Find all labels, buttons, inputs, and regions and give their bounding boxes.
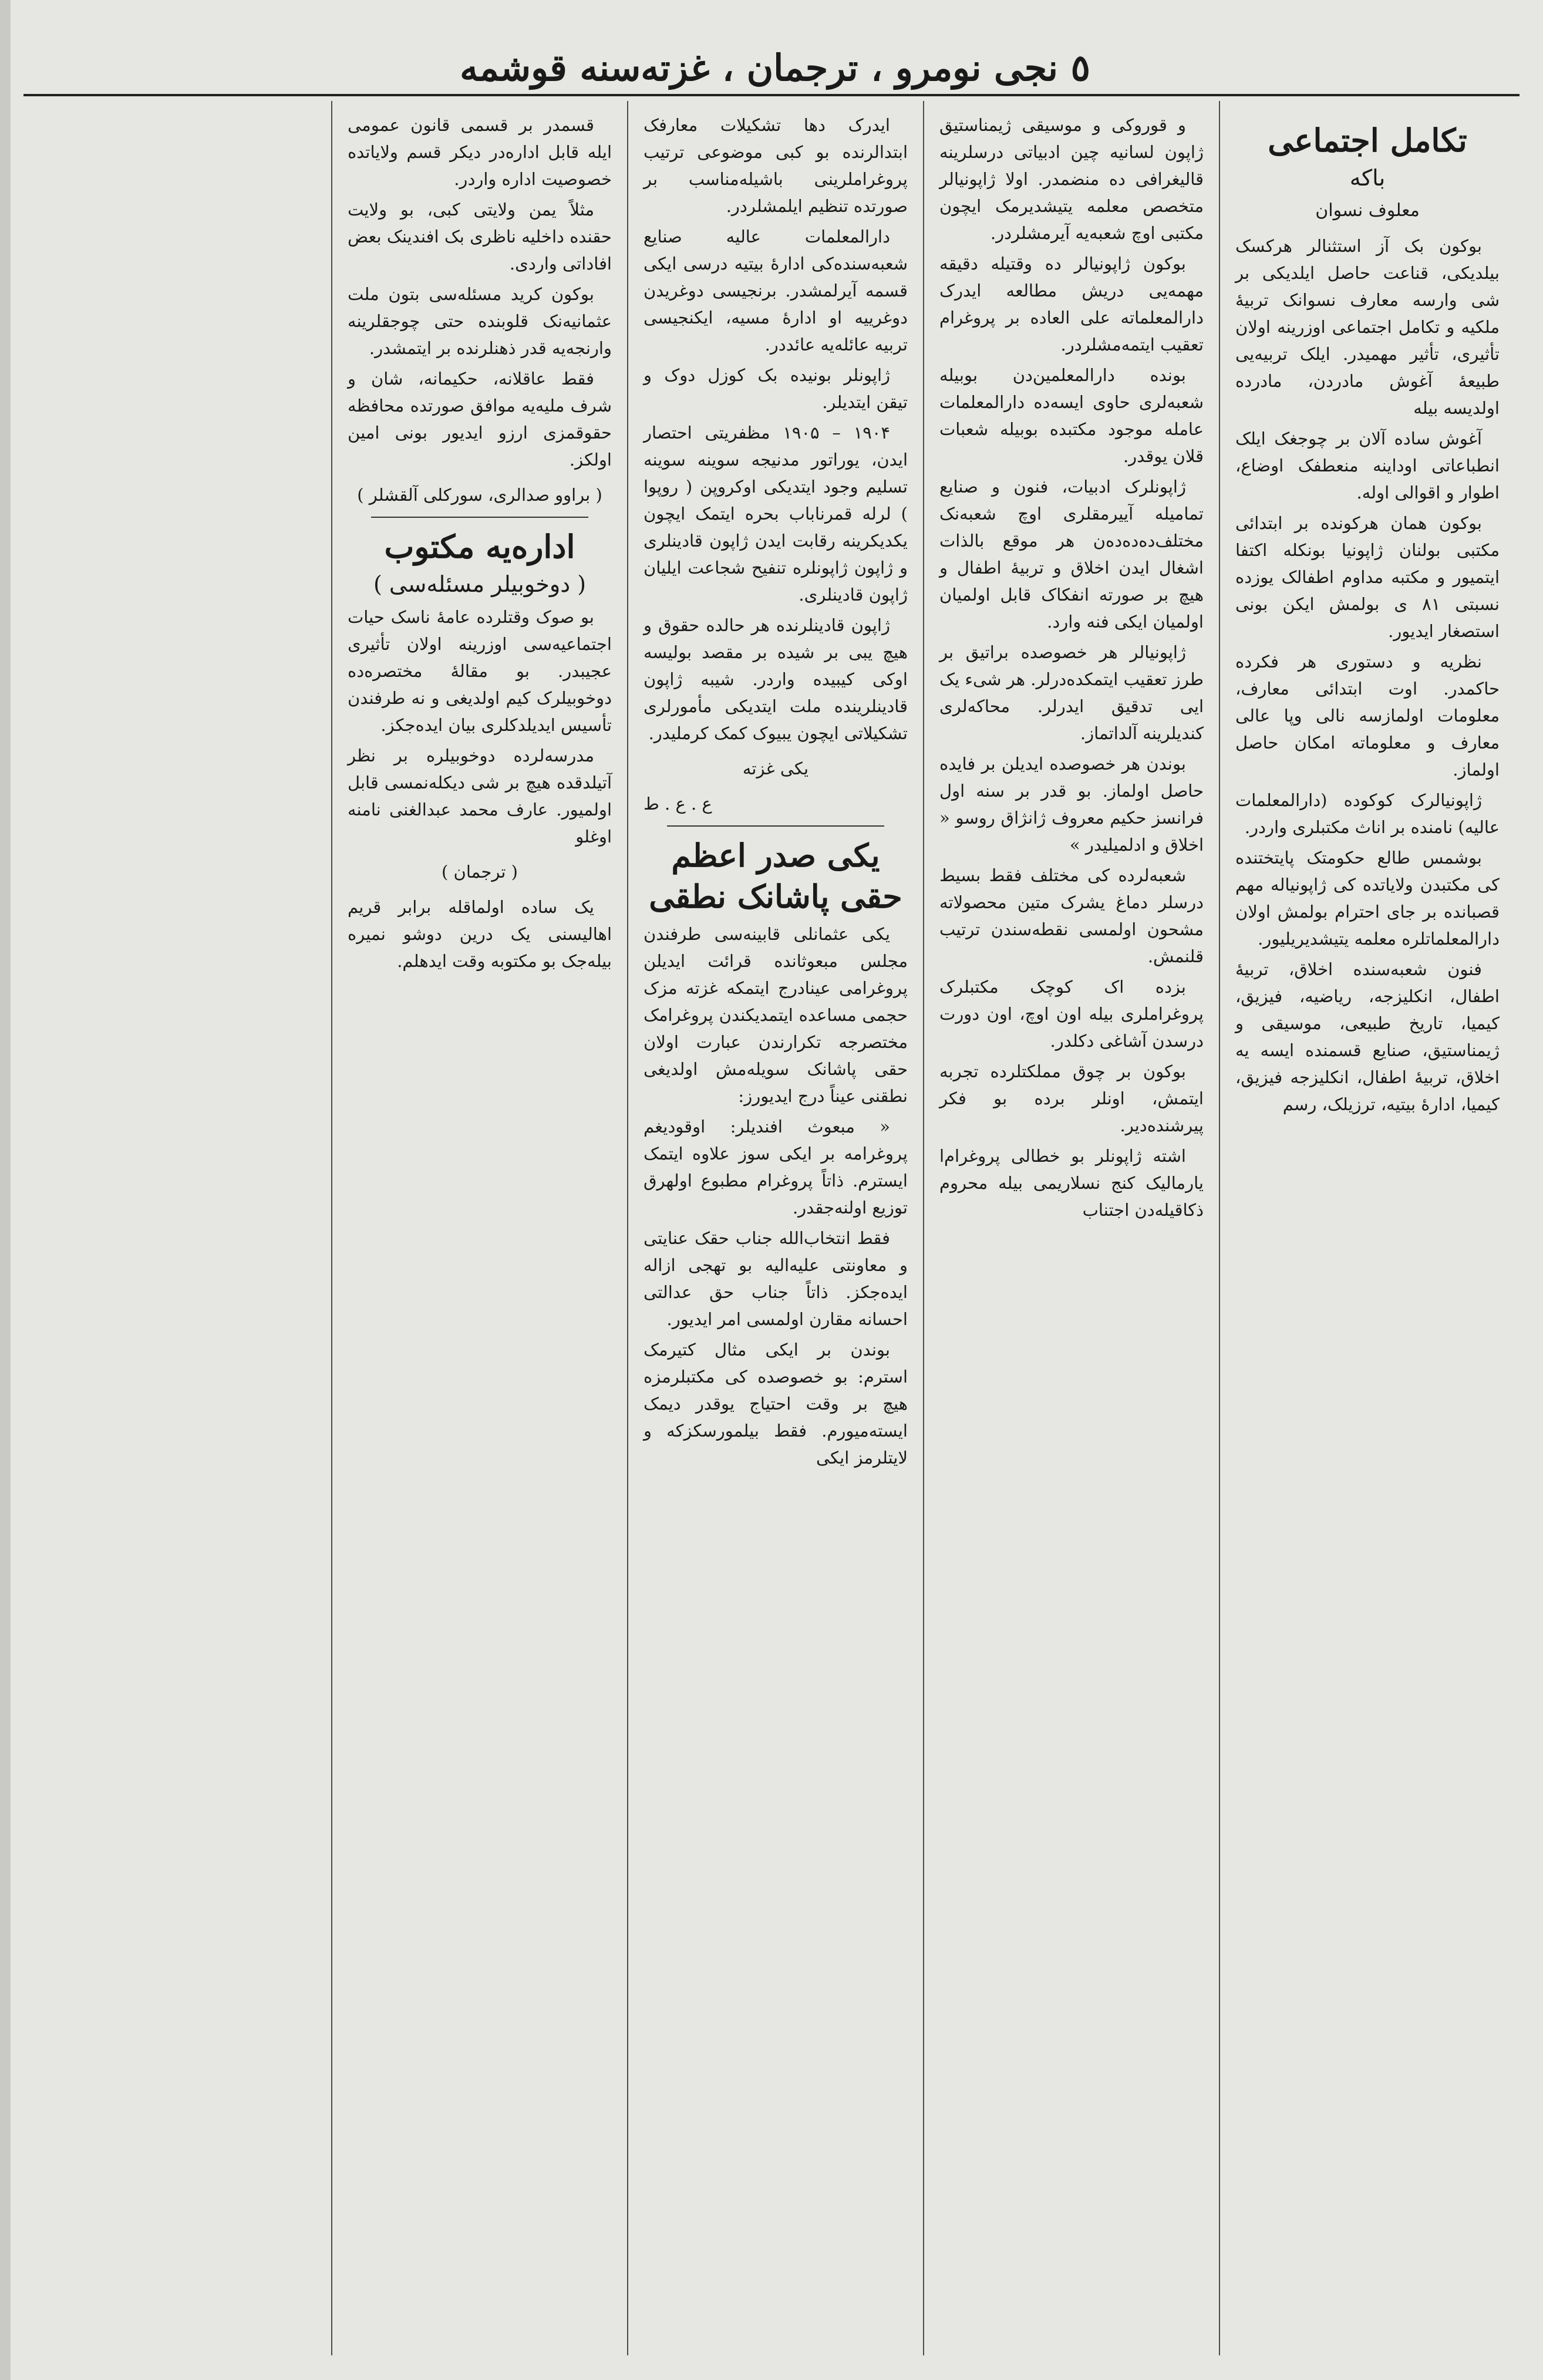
article-title-social-evolution: تکامل اجتماعی [1268, 122, 1467, 159]
paragraph: مدرسه‌لرده دوخوبیلره بر نظر آتیلدقده هیچ بر شی دیکله‌نمسی قابل اولمیور. عارف محمد عبدالغنی نامنه اوغلو [348, 746, 612, 847]
paragraph: بوندن هر خصوصده ایدیلن بر فایده حاصل اولماز. بو قدر بر سنه اول فرانسز حکیم معروف ژانژاق روسو « اخلاق و ادلمیلیدر » [939, 754, 1204, 855]
paragraph: و قوروکی و موسیقی ژیمناستیق ژاپون لسانیه چین ادبیاتی درسلرینه قالیغرافی ده منضمدر. اولا ژاپونیا‌لر متخصص معلمه یتیشدیرمک ایچون مکتبی اوچ شعبه‌یه آیرمشلردر. [939, 115, 1204, 243]
paragraph: قسمدر بر قسمی قانون عمومی ایله قابل اداره‌در دیکر قسم ولایاتده خصوصیت اداره واردر. [348, 115, 612, 189]
paragraph: مثلاً یمن ولایتی کبی، بو ولایت حقنده داخلیه ناظری بک افندینک بعض افاداتی واردی. [348, 200, 612, 274]
paragraph: بوشمس طالع حکومتک پایتختنده کی مکتبدن ولایاتده کی ژاپونیاله مهم قصبانده بر جای احترام بولمش اولان دارالمعلماتلره معلمه یتیشدیریلیور. [1235, 848, 1500, 949]
paragraph: بوکون کرید مسئله‌سی بتون ملت عثمانیه‌نک قلوبنده حتی چوجقلرینه وارنجه‌یه قدر ذهنلرنده بر ایتمشدر. [348, 284, 612, 358]
applause-note: ( براوو صدالری، سورکلی آلقشلر ) [357, 485, 602, 505]
paragraph: نظریه و دستوری هر فکرده حاکمدر. اوت ابتدائی معارف، معلومات اولمازسه نالی وپا عالی معارف و معلوماته امکان حاصل اولماز. [1235, 652, 1500, 780]
paragraph: بوکون بک آز استثنالر هرکسک بیلدیکی، قناعت حاصل ایلدیکی بر شی وارسه معارف نسوانک تربیهٔ ملکیه و تکامل اجتماعی اوزرینه اولان تأثیری، تأثیر مهمیدر. ایلک تربیه‌یی طبیعهٔ آغوش مادردن، مادرده اولدیسه بیله [1235, 236, 1500, 418]
article-title-letter-to-editor: اداره‌یه مکتوب [384, 528, 575, 565]
paragraph: بوندن بر ایکی مثال کتیرمک استرم: بو خصوصده کی مکتبلرمزه هیچ بر وقت احتیاج یوقدر دیمک ایسته‌میورم. فقط بیلمورسکزکه و لایتلرمز ایکی [644, 1340, 908, 1468]
article-subtitle: ( دوخوبیلر مسئله‌سی ) [373, 571, 587, 597]
paragraph: شعبه‌لرده کی مختلف فقط بسیط درسلر دماغ یشرک متین محصولاته مشحون اولمسی نقطه‌سندن ترتیب قلنمش. [939, 865, 1204, 966]
column-2 [923, 101, 1219, 2355]
article-subtitle: باکه [1349, 165, 1386, 191]
paragraph: بزده اک کوچک مکتبلرک پروغراملری بیله اون اوچ، اون دورت درسدن آشاغی دکلدر. [939, 977, 1204, 1051]
paragraph: ژاپونلرک ادبیات، فنون و صنایع تمامیله آییرمقلری اوچ شعبه‌نک مختلف‌ده‌ده‌ده‌ن هر موقع بالذات اشغال ایدن اخلاق و تربیهٔ اطفال و هیچ بر صورته انفکاک قابل اولمیان اولمیان ایکی فنه وارد. [939, 477, 1204, 632]
paragraph: ایدرک دها تشکیلات معارفک ابتدالرنده بو کبی موضوعی ترتیب پروغراملرینی باشیله‌مناسب بر صورتده تنظیم ایلمشلردر. [644, 115, 908, 216]
source-credit: یکی غزته [742, 759, 809, 778]
paragraph: آغوش ساده آلان بر چوجغک ایلک انطباعاتی اوداینه منعطفک اوضاع، اطوار و اقوالی اوله. [1235, 429, 1500, 503]
article-title-grand-vizier-speech: یکی صدر اعظم حقی پاشانک نطقی [649, 837, 902, 915]
paragraph: بوکون ژاپونیا‌لر ده وقتیله دقیقه مهمه‌یی دریش مطالعه ایدرک دارالمعلماته علی العاده بر پروغرام تعقیب ایتمه‌مشلردر. [939, 254, 1204, 355]
paragraph: اشته ژاپونلر بو خطالی پروغرام‌ا یارمالیک کنج نسلاریمی بیله محروم ذکاقیله‌دن اجتناب [939, 1146, 1204, 1220]
paragraph: ژاپونیا‌لرک کوکوده (دارالمعلمات عالیه) نامنده بر اناث مکتبلری واردر. [1235, 790, 1500, 837]
paragraph: بونده دارالمعلمین‌دن بوبیله شعبه‌لری حاوی ایسه‌ده دارالمعلمات عامله موجود مکتبده بوبیله شعبات قلان یوقدر. [939, 365, 1204, 466]
paragraph: بوکون بر چوق مملکتلرده تجربه ایتمش، اونلر برده بو فکر پیرشنده‌دیر. [939, 1061, 1204, 1135]
paragraph: دارالمعلمات عالیه صنایع شعبه‌سنده‌کی ادارهٔ بیتیه درسی ایکی قسمه آیرلمشدر. برنجیسی دوغریدن دوغرییه او ادارهٔ مسیه، ایکنجیسی تربیه عائله‌یه عائددر. [644, 227, 908, 355]
masthead [23, 35, 1527, 100]
columns [35, 101, 1515, 2355]
section-divider [667, 825, 884, 827]
masthead-rule [23, 94, 1520, 96]
paragraph: بوکون همان هرکونده بر ابتدائی مکتبی بولنان ژاپونیا بونکله اکتفا ایتمیور و مکتبه مداوم اطفالک یوزده نسبتی ۸۱ ی بولمش ایکن بونی استصغار ایدیور. [1235, 513, 1500, 641]
article-byline: معلوف نسوان [1315, 200, 1420, 221]
column-1 [1219, 101, 1515, 2355]
paragraph: ژاپون قادینلرنده هر حالده حقوق و هیچ یبی بر شیده بر مقصد بولیسه اوکی کیبیده واردر. شیبه ژاپون قادینلرینده ملت ایتدیکی مأمورلری تشکیلاتی ایچون یبیوک کمک کرملیدر. [644, 615, 908, 743]
paragraph: فنون شعبه‌سنده اخلاق، تربیهٔ اطفال، انکلیزجه، ریاضیه، فیزیق، کیمیا، تاریخ طبیعی، موسیقی و ژیمناستیق، صنایع قسمنده ایسه یه اخلاق، تربیهٔ اطفال، انکلیزجه فیزیق، کیمیا، ادارهٔ بیتیه، ترزیلک، رسم [1235, 959, 1500, 1114]
paragraph: فقط عاقلانه، حکیمانه، شان و شرف ملیه‌یه موافق صورتده محافظه حقوقمزی ارزو ایدیور بونی امین اولکز. [348, 369, 612, 470]
page-edge [0, 0, 11, 2380]
section-divider [371, 517, 588, 518]
column-5 [35, 101, 331, 2355]
masthead-title: ٥ نجی نومرو ، ترجمان ، غزته‌سنه قوشمه [460, 46, 1090, 89]
paragraph: « مبعوث افندیلر: اوقودیغم پروغرامه بر ایکی سوز علاوه ایتمک ایسترم. ذاتاً پروغرام مطبوع اولهرق توزیع اولنه‌جقدر. [644, 1117, 908, 1218]
paragraph: یکی عثمانلی قابینه‌سی طرفندن مجلس مبعوثانده قرائت ایدیلن پروغرامی عینادرج ایتمکه غزته مزک حجمی مساعده ایتمدیکندن پروغرامک مختصرجه تکرارندن عبارت اولان حقی پاشانک سویله‌مش اولدیغی نطقنی عیناً درج ایدیورز: [644, 924, 908, 1106]
paragraph: یک ساده اولماقله برابر قریم اهالیسنی یک درین دوشو نمیره بیله‌جک بو مکتوبه وقت ایدهلم. [348, 897, 612, 971]
paragraph: بو صوک وقتلرده عامهٔ ناسک حیات اجتماعیه‌سی اوزرینه اولان تأثیری عجیبدر. بو مقالهٔ مختصره‌ده دوخوبیلرک کیم اولدیغی و نه طرفندن تأسیس ایدیلدکلری بیان ایده‌جکز. [348, 607, 612, 735]
paragraph: ۱۹۰۴ – ۱۹۰۵ مظفریتی احتصار ایدن، یوراتور مدنیجه سوینه سوینه تسلیم وجود ایتدیکی اوکروپن ( روپوا ) لرله قمرناباب بحره ایتمک ایچون یکدیکرینه رقابت ایدن ژاپون قادینلری و ژاپون ژاپونلره تنفیح شجاعت ایلیان ژاپون قادینلری. [644, 423, 908, 605]
author-initials: ع . ع . ط [644, 794, 712, 814]
column-3 [627, 101, 923, 2355]
paragraph: ژاپونلر بونیده بک کوزل دوک و تیقن ایتدیلر. [644, 365, 908, 412]
source-credit: ( ترجمان ) [442, 862, 518, 882]
paragraph: ژاپونیا‌لر هر خصوصده براتیق بر طرز تعقیب ایتمکده‌درلر. هر شیء یک ایی تدقیق ایدرلر. محاکه‌لری کندیلرینه آلداتماز. [939, 642, 1204, 743]
paragraph: فقط انتخاب‌الله جناب حقک عنایتی و معاونتی علیه‌الیه بو تهجی ازاله ایده‌جکز. ذاتاً جناب حق عدالتی احسانه مقارن اولمسی امر ایدیور. [644, 1228, 908, 1329]
column-4 [331, 101, 627, 2355]
